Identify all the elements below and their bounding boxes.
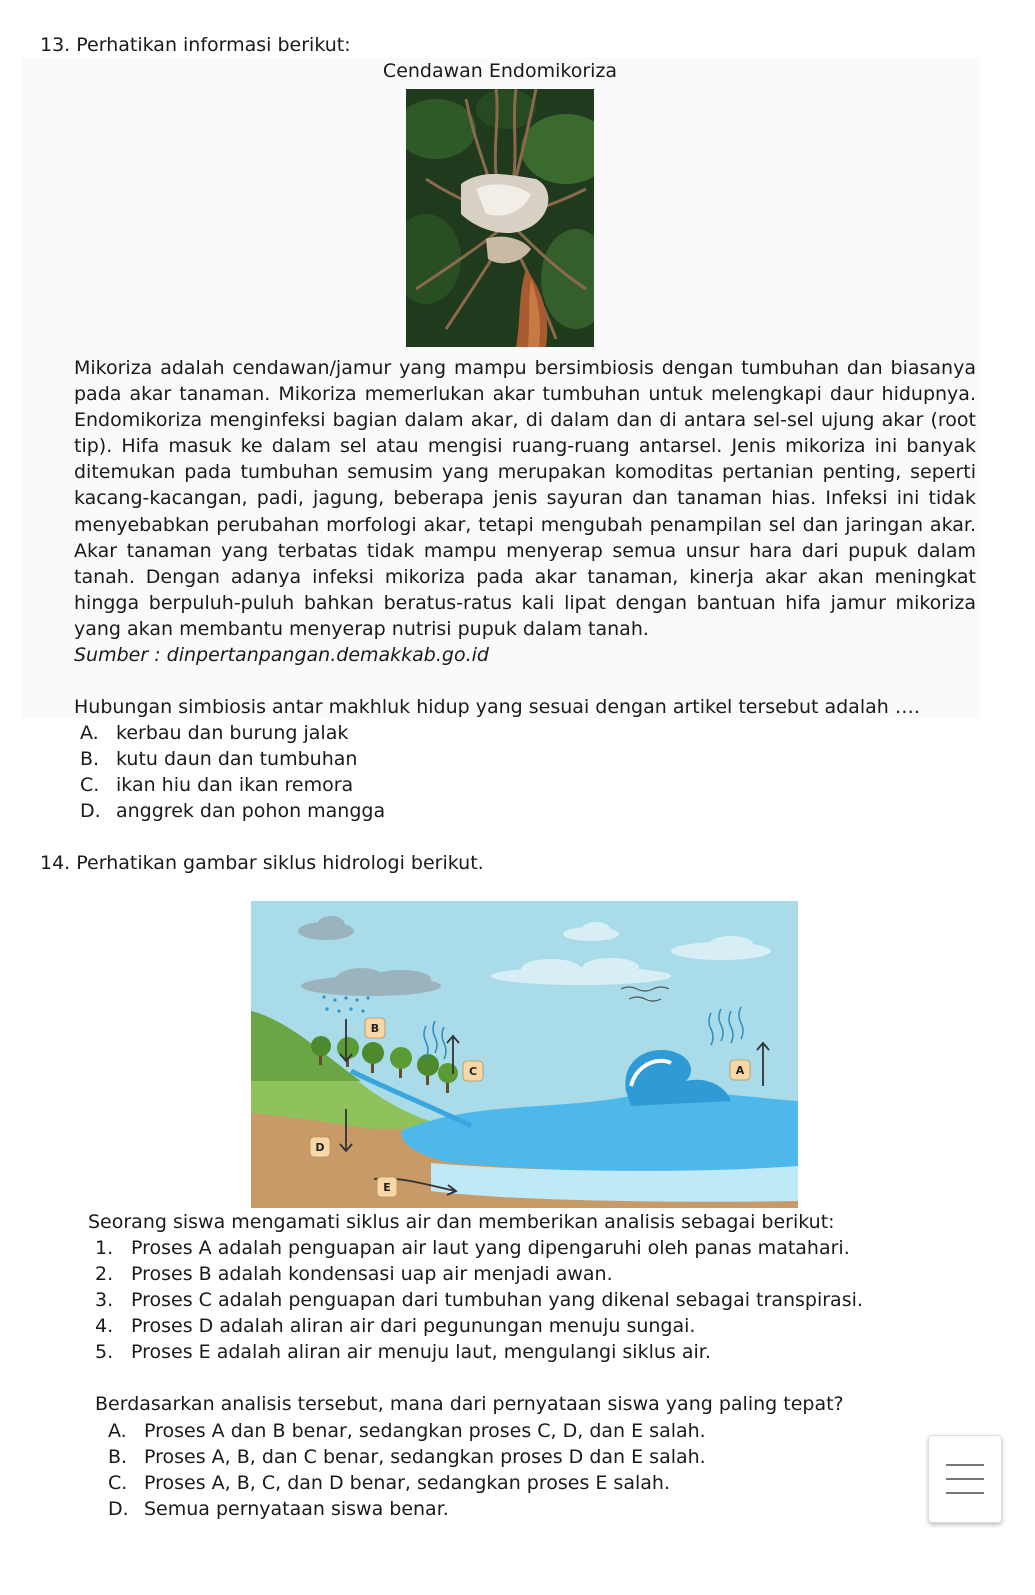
paragraph-line: kacang-kacangan, padi, jagung, beberapa jenis sayuran dan tanaman hias. Infeksi ini tidak (74, 487, 976, 510)
statement-text: Proses D adalah aliran air dari pegunungan menuju sungai. (131, 1315, 696, 1337)
svg-text:D: D (315, 1141, 325, 1154)
option-text: kutu daun dan tumbuhan (116, 748, 358, 770)
option-letter: A. (108, 1420, 127, 1442)
q13-intro: Perhatikan informasi berikut: (76, 34, 351, 56)
paragraph-line: menyebabkan perubahan morfologi akar, tetapi mengubah penampilan sel dan jaringan akar. (74, 513, 976, 536)
q14-statements (95, 1235, 863, 1365)
statement-1 (95, 1235, 863, 1261)
statement-4 (95, 1313, 863, 1339)
paragraph-line: tip). Hifa masuk ke dalam sel atau mengisi ruang-ruang antarsel. Jenis mikoriza ini banyak (74, 435, 976, 458)
q13-number: 13. (40, 34, 71, 56)
paragraph-line: Akar tanaman yang terbatas tidak mampu menyerap semua unsur hara dari pupuk dalam (74, 539, 976, 562)
statement-3 (95, 1287, 863, 1313)
diagram-label-a (730, 1060, 750, 1080)
paragraph-line: yang akan membantu menyerap nutrisi pupuk dalam tanah. (74, 617, 649, 640)
q14-option-a[interactable] (108, 1418, 706, 1444)
q14-option-d[interactable] (108, 1496, 706, 1522)
svg-text:B: B (370, 1022, 380, 1035)
statement-number: 5. (95, 1341, 114, 1363)
diagram-label-e (377, 1177, 397, 1197)
mycorrhiza-root-photo (406, 89, 594, 347)
hydrologic-cycle-diagram (251, 901, 798, 1208)
option-text: kerbau dan burung jalak (116, 722, 349, 744)
q14-header (40, 850, 484, 876)
statement-text: Proses B adalah kondensasi uap air menjadi awan. (131, 1263, 613, 1285)
option-letter: D. (108, 1498, 129, 1520)
paragraph-line: Endomikoriza menginfeksi bagian dalam akar, di dalam dan di antara sel-sel ujung akar (root (74, 409, 976, 432)
option-letter: B. (80, 748, 100, 770)
statement-5 (95, 1339, 863, 1365)
q13-options (80, 720, 385, 824)
paragraph-line: pada akar tanaman. Mikoriza memerlukan akar tumbuhan untuk melengkapi daur hidupnya. (74, 383, 976, 406)
q13-header (40, 32, 351, 58)
q13-option-b[interactable] (80, 746, 385, 772)
q13-article-paragraph (74, 355, 976, 642)
option-text: ikan hiu dan ikan remora (116, 774, 354, 796)
paragraph-line: Mikoriza adalah cendawan/jamur yang mampu bersimbiosis dengan tumbuhan dan biasanya (74, 357, 976, 379)
q13-image-title: Cendawan Endomikoriza (382, 60, 618, 82)
q13-option-c[interactable] (80, 772, 385, 798)
svg-text:A: A (735, 1064, 745, 1077)
q13-question: Hubungan simbiosis antar makhluk hidup yang sesuai dengan artikel tersebut adalah …. (74, 696, 920, 718)
statement-number: 4. (95, 1315, 114, 1337)
diagram-label-b (365, 1018, 385, 1038)
statement-number: 1. (95, 1237, 114, 1259)
statement-number: 2. (95, 1263, 114, 1285)
q14-analysis-intro: Seorang siswa mengamati siklus air dan memberikan analisis sebagai berikut: (88, 1211, 835, 1233)
q13-option-a[interactable] (80, 720, 385, 746)
option-letter: D. (80, 800, 101, 822)
option-letter: A. (80, 722, 99, 744)
option-letter: C. (80, 774, 100, 796)
paragraph-line: ditemukan pada tumbuhan semusim yang merupakan komoditas pertanian penting, seperti (74, 461, 976, 484)
q14-question: Berdasarkan analisis tersebut, mana dari pernyataan siswa yang paling tepat? (95, 1393, 844, 1415)
q14-number: 14. (40, 852, 71, 874)
option-text: anggrek dan pohon mangga (116, 800, 386, 822)
svg-text:C: C (468, 1065, 478, 1078)
q13-source: Sumber : dinpertanpangan.demakkab.go.id (74, 644, 489, 666)
menu-button[interactable] (928, 1435, 1002, 1523)
paragraph-line: hingga berpuluh-puluh bahkan beratus-ratus kali lipat dengan bantuan hifa jamur mikoriza (74, 591, 976, 614)
statement-text: Proses E adalah aliran air menuju laut, mengulangi siklus air. (131, 1341, 711, 1363)
paragraph-line: tanah. Dengan adanya infeksi mikoriza pada akar tanaman, kinerja akar akan meningkat (74, 565, 976, 588)
option-letter: C. (108, 1472, 128, 1494)
statement-number: 3. (95, 1289, 114, 1311)
q14-intro: Perhatikan gambar siklus hidrologi berikut. (76, 852, 484, 874)
q14-option-c[interactable] (108, 1470, 706, 1496)
q14-options (108, 1418, 706, 1522)
statement-text: Proses A adalah penguapan air laut yang dipengaruhi oleh panas matahari. (131, 1237, 850, 1259)
option-text: Proses A, B, dan C benar, sedangkan proses D dan E salah. (144, 1446, 706, 1468)
q14-option-b[interactable] (108, 1444, 706, 1470)
statement-2 (95, 1261, 863, 1287)
option-letter: B. (108, 1446, 128, 1468)
diagram-label-d (310, 1137, 330, 1157)
option-text: Proses A dan B benar, sedangkan proses C, D, dan E salah. (144, 1420, 706, 1442)
q13-option-d[interactable] (80, 798, 385, 824)
diagram-label-c (463, 1061, 483, 1081)
svg-text:E: E (383, 1181, 391, 1194)
option-text: Semua pernyataan siswa benar. (144, 1498, 449, 1520)
statement-text: Proses C adalah penguapan dari tumbuhan yang dikenal sebagai transpirasi. (131, 1289, 863, 1311)
option-text: Proses A, B, C, dan D benar, sedangkan proses E salah. (144, 1472, 670, 1494)
